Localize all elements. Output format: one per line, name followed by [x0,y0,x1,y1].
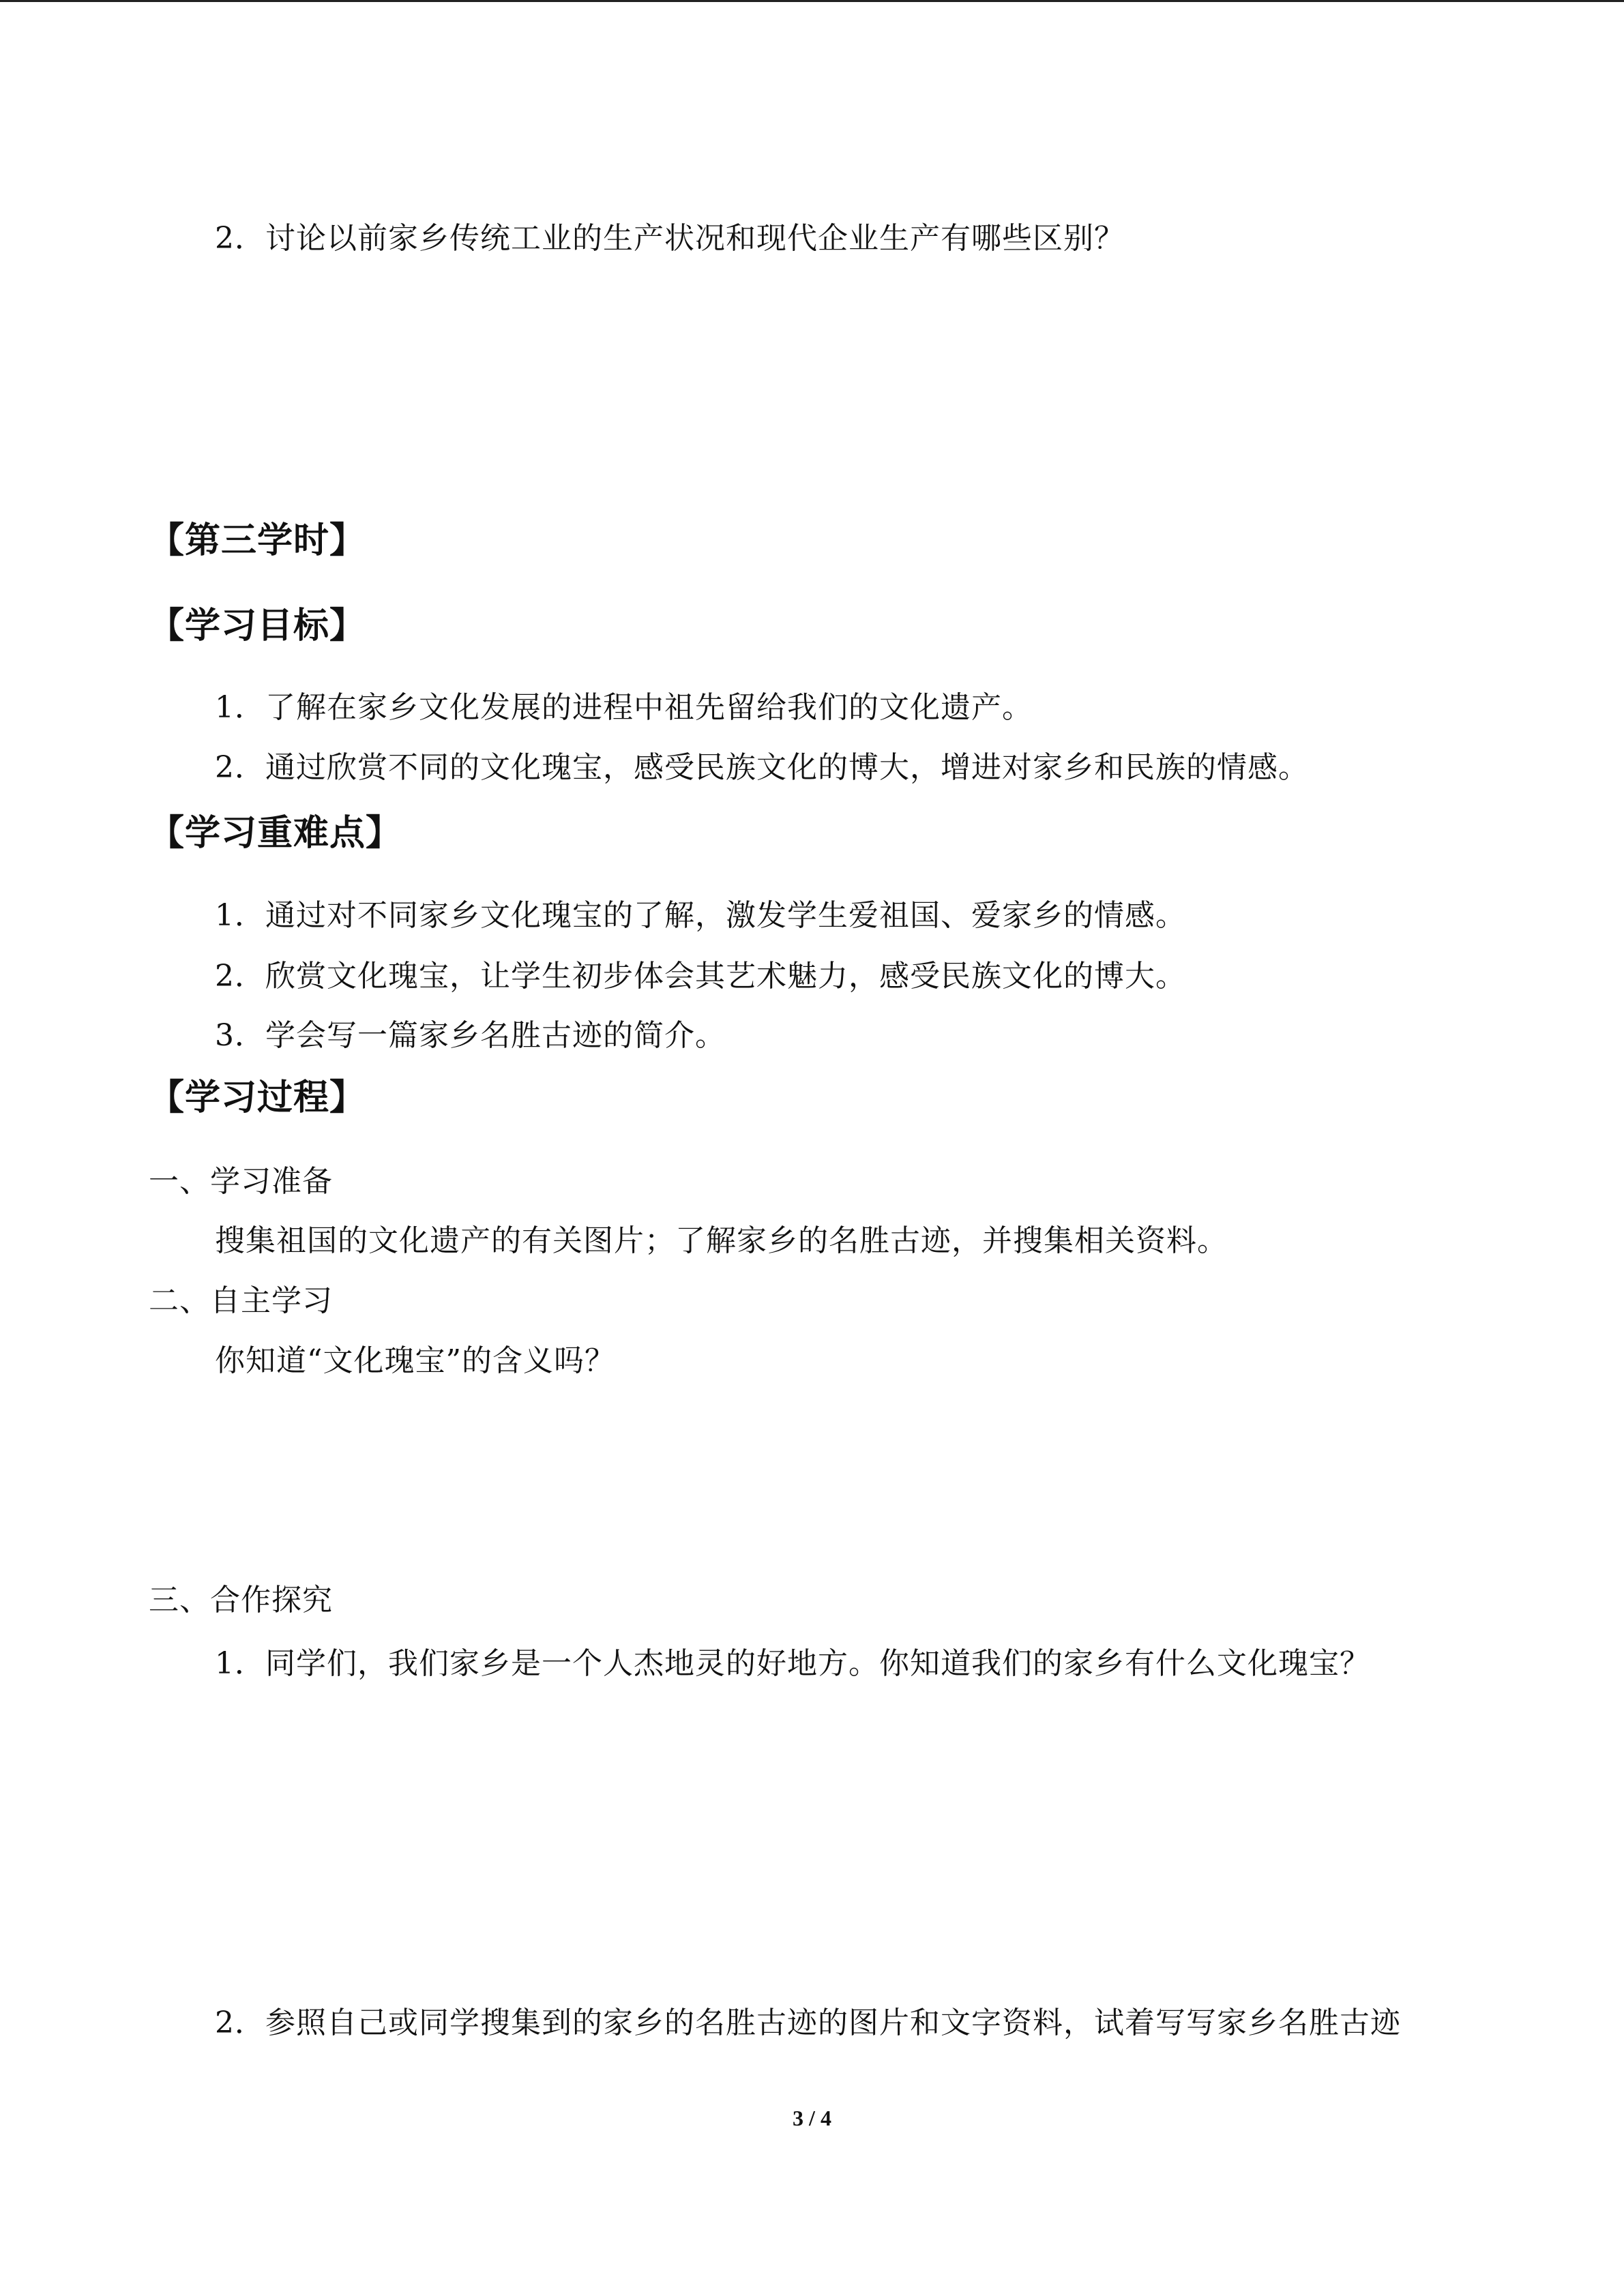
cooperation-item-2: 2．参照自己或同学搜集到的家乡的名胜古迹的图片和文字资料，试着写写家乡名胜古迹 [215,2006,1401,2040]
key-point-item-3: 3．学会写一篇家乡名胜古迹的简介。 [215,1018,726,1053]
cooperation-item-1: 1．同学们，我们家乡是一个人杰地灵的好地方。你知道我们的家乡有什么文化瑰宝？ [215,1646,1370,1681]
preparation-title: 一、学习准备 [149,1164,333,1199]
continuation-item: 2．讨论以前家乡传统工业的生产状况和现代企业生产有哪些区别？ [215,221,1125,256]
objective-item-2: 2．通过欣赏不同的文化瑰宝，感受民族文化的博大，增进对家乡和民族的情感。 [215,750,1309,785]
preparation-text: 搜集祖国的文化遗产的有关图片；了解家乡的名胜古迹，并搜集相关资料。 [215,1223,1228,1258]
key-points-heading: 【学习重难点】 [149,813,402,854]
objective-item-1: 1．了解在家乡文化发展的进程中祖先留给我们的文化遗产。 [215,690,1033,725]
process-heading: 【学习过程】 [149,1077,366,1118]
page-number: 3 / 4 [793,2106,831,2130]
cooperation-title: 三、合作探究 [149,1583,333,1617]
objectives-heading: 【学习目标】 [149,606,366,646]
key-point-item-2: 2．欣赏文化瑰宝，让学生初步体会其艺术魅力，感受民族文化的博大。 [215,959,1186,994]
key-point-item-1: 1．通过对不同家乡文化瑰宝的了解，激发学生爱祖国、爱家乡的情感。 [215,898,1186,933]
self-study-text: 你知道“文化瑰宝”的含义吗？ [215,1343,615,1378]
self-study-title: 二、自主学习 [149,1283,333,1318]
lesson-title: 【第三学时】 [149,520,366,561]
top-border-line [0,0,1624,2]
